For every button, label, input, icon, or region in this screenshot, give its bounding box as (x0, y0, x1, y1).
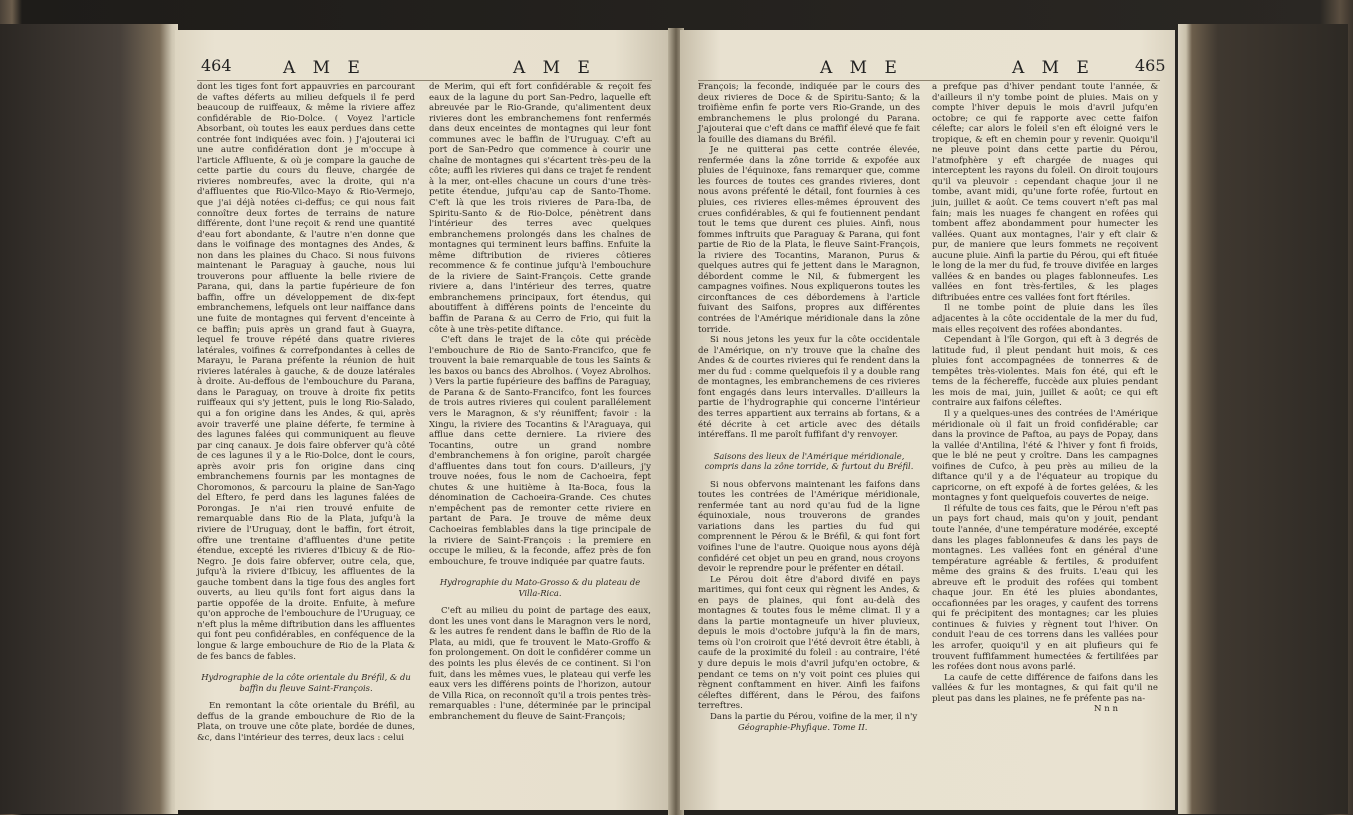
left-column-1 (197, 82, 415, 810)
paragraph: Il réfulte de tous ces faits, que le Pérou n'eft pas un pays fort chaud, mais qu'on y jouit, pendant toute l'année, d'une température modérée, excepté dans les plages fablonneufes & dans les pays de montagnes. Les vallées font en général d'une température agréable & fertiles, & produifent même des grains & des fruits. L'eau qui les abreuve eft le produit des rofées qui tombent chaque jour. En été les pluies abondantes, occafionnées par les orages, y caufent des torrens qui fe précipitent des montagnes; car les pluies continues & fuivies y règnent tout l'hiver. On conduit l'eau de ces torrens dans les vallées pour les arrofer, quoiqu'il y en ait plufieurs qui fe trouvent fuffifamment humectées & fertilifées par les rofées dont nous avons parlé. (932, 503, 1158, 673)
right-column-2 (932, 82, 1158, 810)
section-heading: Saisons des lieux de l'Amérique méridionale, compris dans la zône torride, & furtout du Bréfil. (704, 450, 914, 472)
paragraph: Dans la partie du Pérou, voifine de la mer, il n'y (710, 711, 918, 722)
header-rule (698, 80, 1160, 81)
header-rule (197, 80, 652, 81)
paragraph: Le Pérou doit être d'abord divifé en pays maritimes, qui font ceux qui règnent les Andes, & en pays de plaines, qui font au-delà des montagnes & toutes fous le même climat. Il y a dans la partie montagneufe un hiver pluvieux, depuis le mois d'octobre jufqu'à la fin de mars, tems où l'on croiroit que l'été devroit être établi, à caufe de la proximité du foleil : au contraire, l'été y dure depuis le mois d'avril jufqu'en octobre, & pendant ce tems on n'y voit point ces pluies qui règnent conftamment en hiver. Ainfi les faifons céleftes différent, dans le Pérou, des faifons terreftres. (698, 574, 920, 712)
left-page-number: 464 (201, 56, 232, 75)
left-page (175, 30, 672, 810)
right-page-edges (1178, 24, 1348, 814)
paragraph: de Merim, qui eft fort confidérable & reçoit fes eaux de la lagune du port San-Pedro, laquelle eft abreuvée par le Rio-Grande, qu'alimentent deux rivieres dont les embranchemens font renfermés dans deux enceintes de montagnes qui leur font communes avec le baffin de l'Uruguay. C'eft au port de San-Pedro que commence à courir une chaîne de montagnes qui s'écartent très-peu de la côte; auffi les rivieres qui dans ce trajet fe rendent à la mer, ont-elles chacune un cours d'une très-petite étendue, jufqu'au cap de Santo-Thome. C'eft là que les trois rivieres de Para-Iba, de Spiritu-Santo & de Rio-Dolce, pénètrent dans l'intérieur des terres avec quelques embranchemens prolongés dans les chaînes de montagnes qui terminent leurs baffins. Enfuite la même diftribution de rivieres côtieres recommence & fe continue jufqu'à l'embouchure de la riviere de Saint-François. Cette grande riviere a, dans l'intérieur des terres, quatre embranchemens principaux, fort étendus, qui aboutiffent à différens points de l'enceinte du baffin de Parana & au Cerro de Frio, qui fuit la côte à une très-petite diftance. (429, 82, 651, 335)
paragraph: C'eft dans le trajet de la côte qui précède l'embouchure de Rio de Santo-Francifco, que fe trouvent la baie remarquable de tous les Saints & les baxos ou bancs des Abrolhos. ( Voyez Abrolhos. ) Vers la partie fupérieure des baffins de Paraguay, de Parana & de Santo-Francifco, font les fources de trois autres rivieres qui coulent parallélement vers le Maragnon, & s'y réuniffent; favoir : la Xingu, la riviere des Tocantins & l'Araguaya, qui afflue dans cette derniere. La riviere des Tocantins, outre un grand nombre d'embranchemens à fon origine, paroît chargée d'affluentes dans tout fon cours. D'ailleurs, j'y trouve noées, fous le nom de Cachoeira, fept chutes & une huitième à Ita-Boca, fous la dénomination de Cachoeira-Grande. Ces chutes n'empêchent pas de remonter cette riviere en partant de Para. Je trouve de même deux Cachoeiras femblables dans la tige principale de la riviere de Saint-François : la premiere en occupe le milieu, & la feconde, affez près de fon embouchure, fe trouve indiquée par quatre fauts. (429, 335, 651, 567)
paragraph: Je ne quitterai pas cette contrée élevée, renfermée dans la zône torride & expofée aux pluies de l'équinoxe, fans remarquer que, comme les fources de toutes ces grandes rivieres, dont nous avons préfenté le détail, font fournies à ces pluies, ces rivieres elles-mêmes éprouvent des crues confidérables, & qui fe foutiennent pendant tout le tems que durent ces pluies. Ainfi, nous fommes inftruits que Paraguay & Parana, qui font partie de Rio de la Plata, le fleuve Saint-François, la riviere des Tocantins, Maranon, Purus & quelques autres qui fe jettent dans le Maragnon, débordent comme le Nil, & fubmergent les campagnes voifines. Nous expliquerons toutes les circonftances de ces débordemens à l'article fuivant des Saifons, propres aux différentes contrées de l'Amérique méridionale dans la zône torride. (698, 145, 920, 335)
paragraph: Il ne tombe point de pluie dans les îles adjacentes à la côte occidentale de la mer du fud, mais elles reçoivent des rofées abondantes. (932, 303, 1158, 335)
left-page-edges (0, 24, 178, 814)
section-heading: Hydrographie du Mato-Grosso & du plateau de Villa-Rica. (439, 577, 641, 598)
right-running-head-2: A M E (1012, 58, 1095, 78)
paragraph: Il y a quelques-unes des contrées de l'Amérique méridionale où il fait un froid confidérable; car dans la province de Paftoa, au pays de Popay, dans la vallée d'Antilina, l'été & l'hiver y font fi froids, que le blé ne peut y croître. Dans les campagnes voifines de Cufco, à peu près au milieu de la diftance qu'il y a de l'équateur au tropique du capricorne, on eft expofé à de fortes gelées, & les montagnes y font quelquefois couvertes de neige. (932, 408, 1158, 504)
right-running-head: A M E (820, 58, 903, 78)
right-column-1 (698, 82, 920, 810)
paragraph: a prefque pas d'hiver pendant toute l'année, & d'ailleurs il n'y tombe point de pluies. Mais on y compte l'hiver depuis le mois d'avril jufqu'en octobre; ce qui fe rapporte avec cette faifon célefte; car alors le foleil s'en eft éloigné vers le tropique, & eft en chemin pour y revenir. Quoiqu'il ne pleuve point dans cette partie du Pérou, l'atmofphère y eft chargée de nuages qui interceptent les rayons du foleil. On diroit toujours qu'il va pleuvoir : cependant chaque jour il ne tombe, avant midi, qu'une forte rofée, furtout en juin, juillet & août. Ce tems couvert n'eft pas mal fain; mais les nuages fe changent en rofées qui tombent affez abondamment pour humecter les vallées. Quant aux montagnes, l'air y eft clair & pur, de maniere que leurs fommets ne reçoivent aucune pluie. Ainfi la partie du Pérou, qui eft fituée le long de la mer du fud, fe trouve divifée en larges vallées & en bandes ou plages fablonneufes. Les vallées en font très-fertiles, & les plages diftribuées entre ces vallées font fort ftériles. (932, 82, 1158, 303)
paragraph: Cependant à l'île Gorgon, qui eft à 3 degrés de latitude fud, il pleut pendant huit mois, & ces pluies font accompagnées de tonnerres & de tempêtes très-violentes. Mais fon été, qui eft le tems de la féchereffe, fuccède aux pluies pendant les mois de mai, juin, juillet & août; ce qui eft contraire aux faifons céleftes. (932, 335, 1158, 409)
right-page-number: 465 (1135, 56, 1166, 75)
signature-letters: N n n (1093, 704, 1118, 715)
left-column-2 (429, 82, 651, 810)
section-heading: Hydrographie de la côte orientale du Bréfil, & du baffin du fleuve Saint-François. (201, 672, 411, 693)
paragraph: La caufe de cette différence de faifons dans les vallées & fur les montagnes, & qui fait qu'il ne pleut pas dans les plaines, ne fe préfente pas na- (932, 672, 1158, 704)
left-running-head: A M E (283, 58, 366, 78)
paragraph: François; la feconde, indiquée par le cours des deux rivieres de Doce & de Spiritu-Santo; & la troifième enfin fe porte vers Rio-Grande, un des embranchemens le plus prolongé du Parana. J'ajouterai que c'eft dans ce maffif élevé que fe fait la fouille des diamans du Bréfil. (698, 82, 920, 145)
right-page (680, 30, 1175, 810)
paragraph: Si nous obfervons maintenant les faifons dans toutes les contrées de l'Amérique méridionale, renfermée tant au nord qu'au fud de la ligne équinoxiale, nous trouverons de grandes variations dans les parties du fud qui comprennent le Pérou & le Bréfil, & qui font fort voifines l'une de l'autre. Quoique nous ayons déjà confidéré cet objet un peu en grand, nous croyons devoir le reprendre pour le préfenter en détail. (698, 479, 920, 575)
paragraph: En remontant la côte orientale du Bréfil, au deffus de la grande embouchure de Rio de la Plata, on trouve une côte plate, bordée de dunes, &c, dans l'intérieur des terres, deux lacs : celui (197, 701, 415, 743)
paragraph: C'eft au milieu du point de partage des eaux, dont les unes vont dans le Maragnon vers le nord, & les autres fe rendent dans le baffin de Rio de la Plata, au midi, que fe trouvent le Mato-Groffo & fon prolongement. On doit le confidérer comme un des points les plus élevés de ce continent. Si l'on fuit, dans les mêmes vues, le plateau qui verfe les eaux vers les différens points de l'horizon, autour de Villa Rica, on reconnoît qu'il a trois pentes très-remarquables : l'une, déterminée par le principal embranchement du fleuve de Saint-François; (429, 606, 651, 722)
left-running-head-2: A M E (513, 58, 596, 78)
paragraph: Si nous jetons les yeux fur la côte occidentale de l'Amérique, on n'y trouve que la chaîne des Andes & de courtes rivieres qui fe rendent dans la mer du fud : comme quelquefois il y a double rang de montagnes, les embranchemens de ces rivieres font engagés dans leurs intervalles. D'ailleurs la partie de l'hydrographie qui concerne l'intérieur des terres appartient aux terrains ab fortans, & a été décrite à cet article avec des détails intéreffans. Il me paroît fuffifant d'y renvoyer. (698, 335, 920, 441)
paragraph: dont les tiges font fort appauvries en parcourant de vaftes déferts au milieu defquels il fe perd beaucoup de ruiffeaux, & même la riviere affez confidérable de Rio-Dolce. ( Voyez l'article Absorbant, où toutes les eaux perdues dans cette contrée font indiquées avec foin. ) J'ajouterai ici une autre confidération dont je m'occupe à l'article Affluente, & où je compare la gauche de cette partie du cours du fleuve, chargée de rivieres nombreufes, avec la droite, qui n'a d'affluentes que Rio-Vilco-Mayo & Rio-Vermejo, que j'ai déjà notées ci-deffus; ce qui nous fait connoître deux fortes de terrains de nature différente, dont l'une reçoit & rend une quantité d'eau fort abondante, & l'autre n'en donne que dans le voifinage des montagnes des Andes, & non dans les plaines du Chaco. Si nous fuivons maintenant le Paraguay à gauche, nous lui trouverons pour affluente la belle riviere de Parana, qui, dans la partie fupérieure de fon baffin, offre un développement de dix-fept embranchemens, lefquels ont leur naiffance dans une fuite de montagnes qui fervent d'enceinte à ce baffin; puis après un grand faut à Guayra, lequel fe trouve répété dans quatre rivieres latérales, voifines & correfpondantes à celles de Marayu, le Parana préfente la réunion de huit rivieres latérales à gauche, & de douze latérales à droite. Au-deffous de l'embouchure du Parana, dans le Paraguay, on trouve à droite fix petits ruiffeaux qui s'y jettent, puis le long Rio-Salado, qui a fon origine dans les Andes, & qui, après avoir traverfé une plaine déferte, fe termine à des lagunes falées qui communiquent au fleuve par cinq canaux. Je dois faire obferver qu'à côté de ces lagunes il y a le Rio-Dolce, dont le cours, après avoir pris fon origine dans cinq embranchemens fournis par les montagnes de Choromonos, & parcouru la plaine de San-Yago del Eftero, fe perd dans les lagunes falées de Porongas. Je n'ai rien trouvé enfuite de remarquable dans Rio de la Plata, jufqu'à la riviere de l'Uruguay, dont le baffin, fort étroit, offre une trentaine d'affluentes d'une petite étendue, excepté les rivieres d'Ibicuy & de Rio-Negro. Je dois faire obferver, outre cela, que, jufqu'à la riviere d'Ibicuy, les affluentes de la gauche tombent dans la tige fous des angles fort ouverts, au lieu qu'ils font fort aigus dans la partie oppofée de la droite. Enfuite, à mefure qu'on approche de l'embouchure de l'Uruguay, ce n'eft plus la même diftribution dans les affluentes qui font peu confidérables, en conféquence de la longue & large embouchure de Rio de la Plata & de fes bancs de fables. (197, 82, 415, 662)
signature-mark: Géographie-Phyfique. Tome II. (738, 722, 868, 733)
